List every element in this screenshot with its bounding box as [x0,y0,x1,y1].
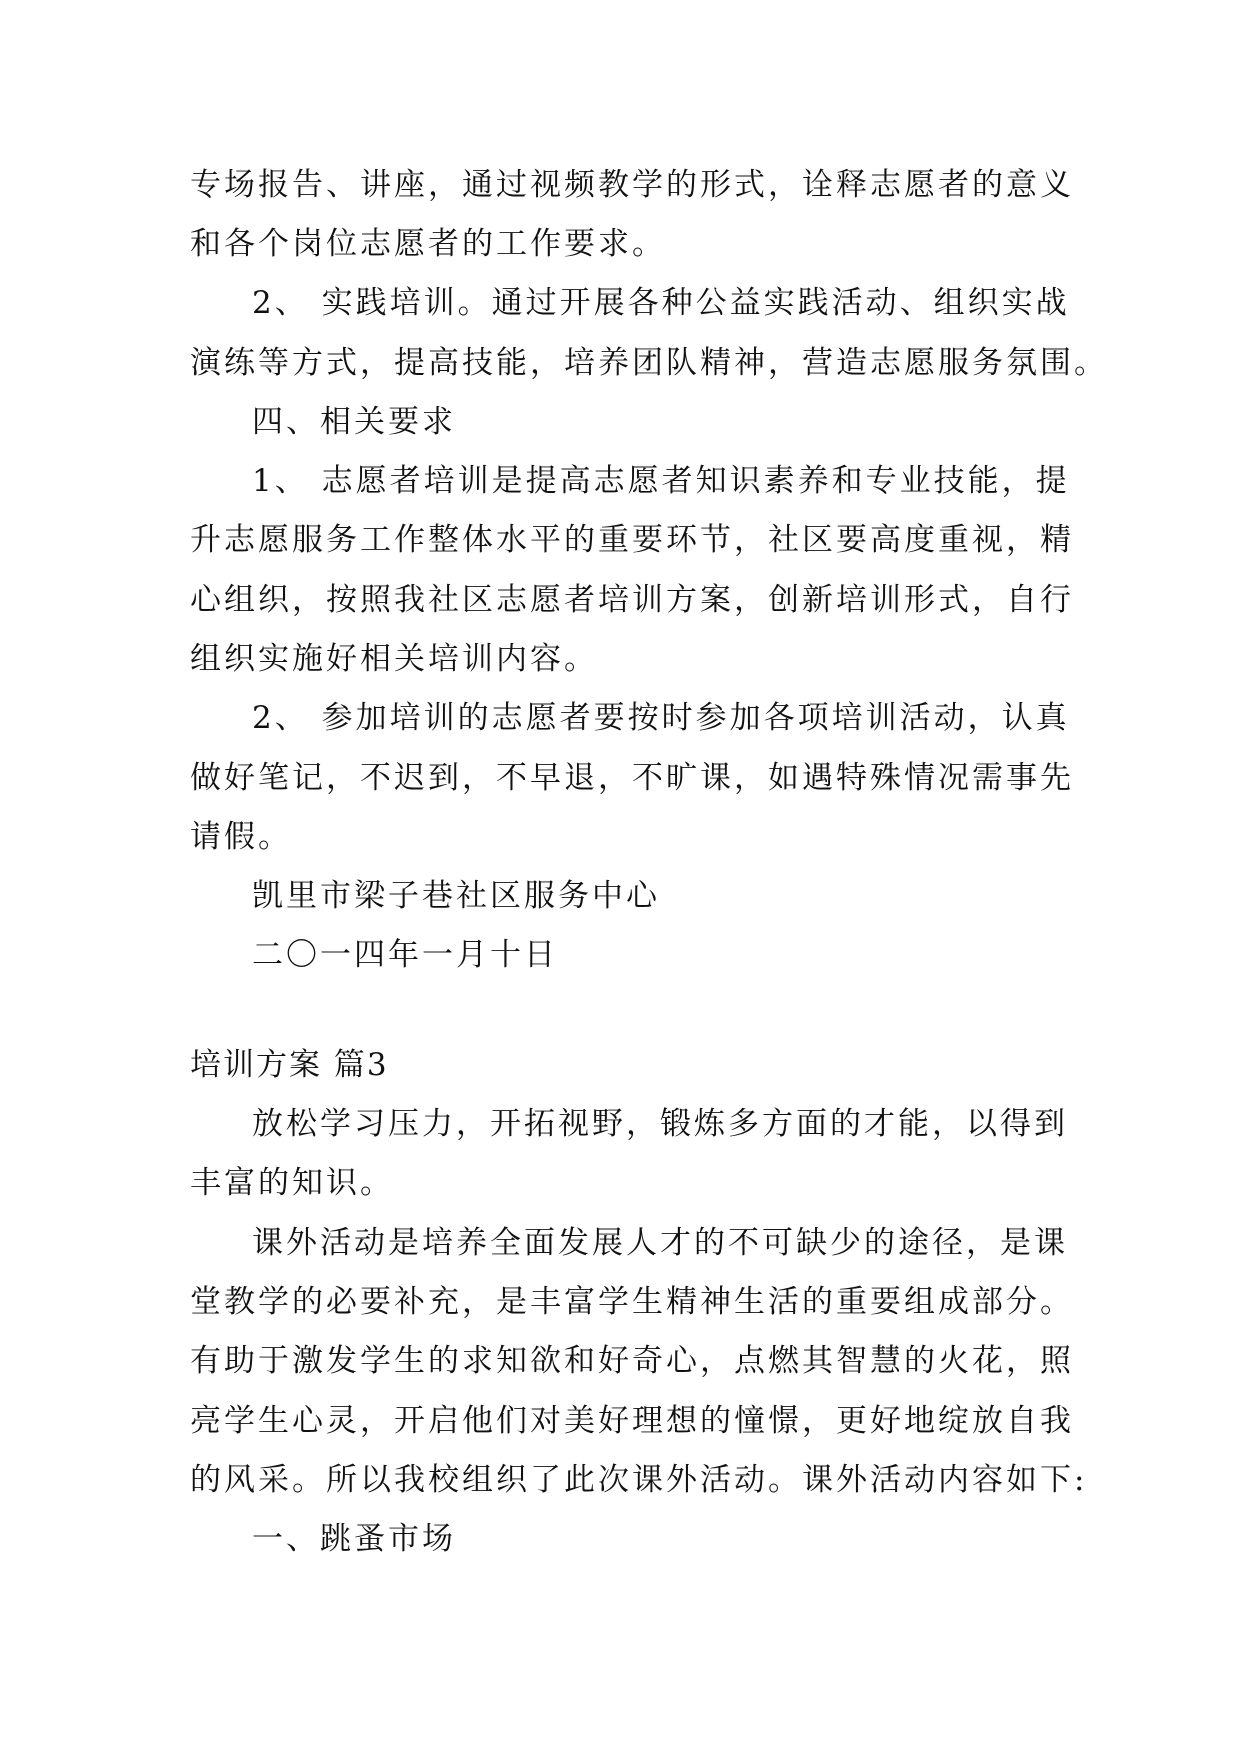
signature-organization: 凯里市梁子巷社区服务中心 [252,878,660,914]
paragraph-line: 组织实施好相关培训内容。 [190,641,598,677]
paragraph-line: 心组织，按照我社区志愿者培训方案，创新培训形式，自行 [190,582,1074,618]
paragraph-line: 做好笔记，不迟到，不早退，不旷课，如遇特殊情况需事先 [190,760,1074,796]
paragraph-line: 堂教学的必要补充，是丰富学生精神生活的重要组成部分。 [190,1284,1074,1320]
paragraph-line: 演练等方式，提高技能，培养团队精神，营造志愿服务氛围。 [190,345,1108,381]
paragraph-line: 丰富的知识。 [190,1165,394,1201]
signature-date: 二〇一四年一月十日 [252,937,558,973]
paragraph-line: 亮学生心灵，开启他们对美好理想的憧憬，更好地绽放自我 [190,1403,1074,1439]
paragraph-line: 课外活动是培养全面发展人才的不可缺少的途径，是课 [252,1225,1068,1261]
section-heading: 一、跳蚤市场 [252,1521,456,1557]
list-item-line: 2、 实践培训。通过开展各种公益实践活动、组织实战 [252,285,1070,321]
paragraph-line: 升志愿服务工作整体水平的重要环节，社区要高度重视，精 [190,522,1074,558]
list-item-line: 1、 志愿者培训是提高志愿者知识素养和专业技能，提 [252,463,1070,499]
section-title: 培训方案 篇3 [190,1047,389,1083]
list-item-line: 2、 参加培训的志愿者要按时参加各项培训活动，认真 [252,700,1070,736]
paragraph-line: 请假。 [190,819,292,855]
paragraph-line: 和各个岗位志愿者的工作要求。 [190,226,666,262]
paragraph-line: 有助于激发学生的求知欲和好奇心，点燃其智慧的火花，照 [190,1343,1074,1379]
paragraph-line: 专场报告、讲座，通过视频教学的形式，诠释志愿者的意义 [190,167,1074,203]
paragraph-line: 放松学习压力，开拓视野，锻炼多方面的才能，以得到 [252,1106,1068,1142]
paragraph-line: 的风采。所以我校组织了此次课外活动。课外活动内容如下: [190,1462,1088,1498]
section-heading: 四、相关要求 [252,404,456,440]
